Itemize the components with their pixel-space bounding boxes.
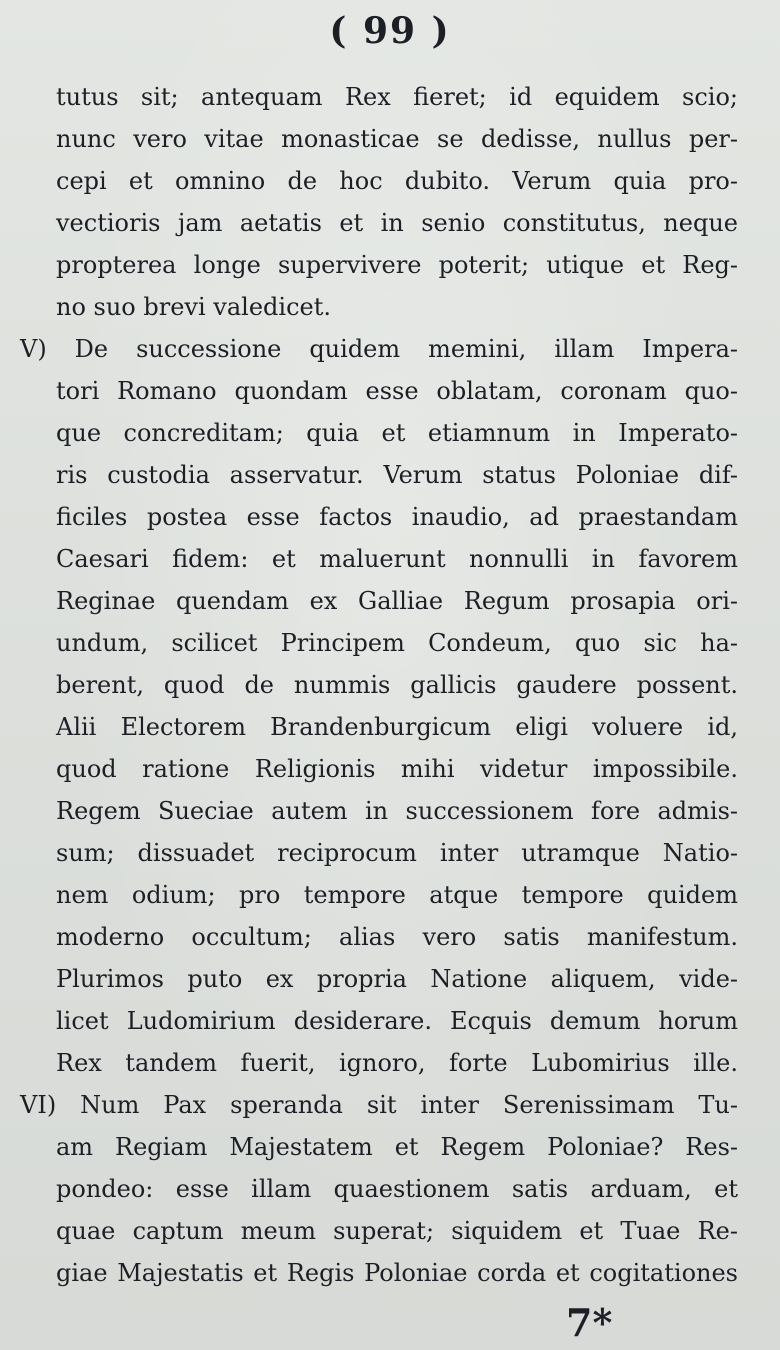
text-line: undum, scilicet Principem Condeum, quo sic ha-: [56, 629, 738, 657]
text-line: berent, quod de nummis gallicis gaudere possent.: [56, 671, 738, 699]
text-line: tori Romano quondam esse oblatam, coronam quo-: [56, 377, 738, 405]
text-line: am Regiam Majestatem et Regem Poloniae? Res-: [56, 1133, 738, 1161]
text-line: que concreditam; quia et etiamnum in Imperato-: [56, 419, 738, 447]
text-line: licet Ludomirium desiderare. Ecquis demum horum: [56, 1007, 738, 1035]
text-line: tutus sit; antequam Rex fieret; id equidem scio;: [56, 83, 738, 111]
text-line: moderno occultum; alias vero satis manifestum.: [56, 923, 738, 951]
text-line: Caesari fidem: et maluerunt nonnulli in favorem: [56, 545, 738, 573]
text-line: Plurimos puto ex propria Natione aliquem, vide-: [56, 965, 738, 993]
text-line: cepi et omnino de hoc dubito. Verum quia pro-: [56, 167, 738, 195]
text-line: nem odium; pro tempore atque tempore quidem: [56, 881, 738, 909]
text-line: ris custodia asservatur. Verum status Poloniae dif-: [56, 461, 738, 489]
text-line: Alii Electorem Brandenburgicum eligi voluere id,: [56, 713, 738, 741]
text-line: nunc vero vitae monasticae se dedisse, nullus per-: [56, 125, 738, 153]
text-line: Reginae quendam ex Galliae Regum prosapia ori-: [56, 587, 738, 615]
text-line: sum; dissuadet reciprocum inter utramque Natio-: [56, 839, 738, 867]
section-v-heading-line: V) De successione quidem memini, illam Impera-: [20, 335, 738, 363]
text-line: no suo brevi valedicet.: [56, 293, 331, 321]
text-line: vectioris jam aetatis et in senio constitutus, neque: [56, 209, 738, 237]
text-line: giae Majestatis et Regis Poloniae corda et cogitationes: [56, 1259, 738, 1287]
page-number: ( 99 ): [329, 10, 451, 52]
section-vi-heading-line: VI) Num Pax speranda sit inter Serenissimam Tu-: [20, 1091, 738, 1119]
text-line: propterea longe supervivere poterit; utique et Reg-: [56, 251, 738, 279]
signature-mark: 7*: [566, 1300, 613, 1345]
text-line: pondeo: esse illam quaestionem satis arduam, et: [56, 1175, 738, 1203]
text-line: Rex tandem fuerit, ignoro, forte Lubomirius ille.: [56, 1049, 738, 1077]
text-line: Regem Sueciae autem in successionem fore admis-: [56, 797, 738, 825]
text-line: ficiles postea esse factos inaudio, ad praestandam: [56, 503, 738, 531]
text-line: quod ratione Religionis mihi videtur impossibile.: [56, 755, 738, 783]
text-line: quae captum meum superat; siquidem et Tuae Re-: [56, 1217, 738, 1245]
